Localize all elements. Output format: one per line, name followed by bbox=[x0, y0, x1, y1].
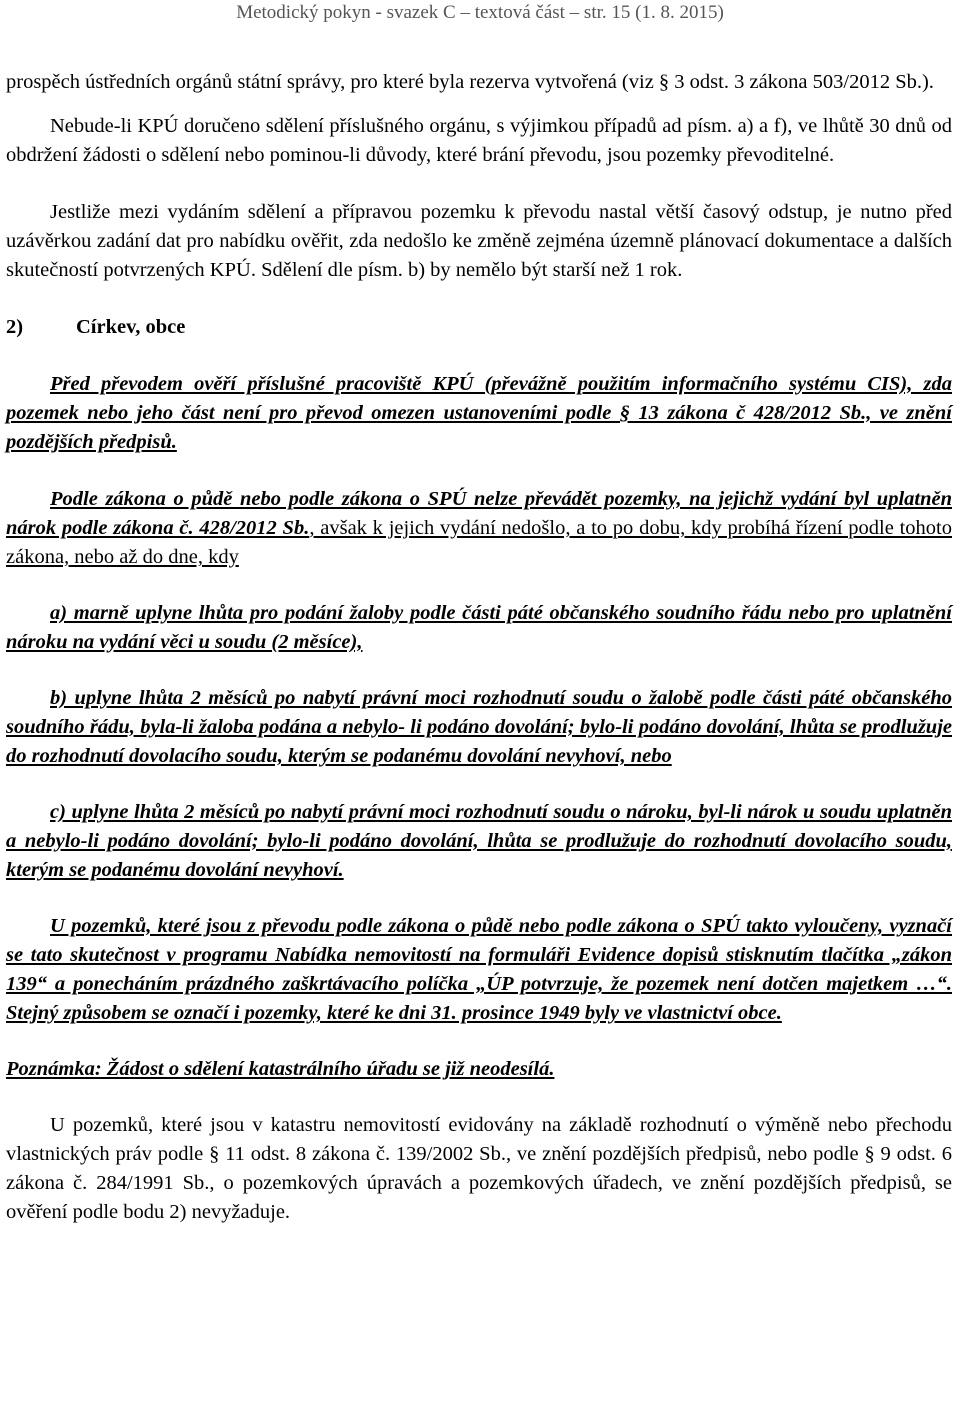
list-item-c: c) uplyne lhůta 2 měsíců po nabytí právní moci rozhodnutí soudu o nároku, byl-li nárok u soudu uplatněn a nebylo-li podáno dovolání; bylo-li podáno dovolání, lhůta se prodlužuje do rozhodnutí dovolacího soudu, kterým se podanému dovolání nevyhoví. bbox=[6, 801, 952, 881]
restriction-rest: , avšak k jejich vydání nedošlo, a to po dobu, kdy probíhá řízení podle tohoto zákona, nebo až do dne, kdy bbox=[6, 517, 953, 568]
paragraph-verification: Před převodem ověří příslušné pracoviště KPÚ (převážně použitím informačního systému CIS), zda pozemek nebo jeho část není pro převod omezen ustanoveními podle § 13 zákona č 428/2012 Sb., ve znění pozdějších předpisů. bbox=[6, 373, 952, 453]
paragraph-continuation: prospěch ústředních orgánů státní správy, pro které byla rezerva vytvořená (viz § 3 odst. 3 zákona 503/2012 Sb.). bbox=[6, 71, 934, 93]
restriction-emphasis: Podle zákona o půdě nebo podle zákona o SPÚ nelze převádět pozemky, na jejichž vydání byl uplatněn nárok podle zákona č. 428/2012 Sb. bbox=[6, 488, 952, 539]
note: Poznámka: Žádost o sdělení katastrálního úřadu se již neodesílá. bbox=[6, 1058, 555, 1080]
paragraph-restriction bbox=[6, 485, 952, 572]
paragraph-no-response: Nebude-li KPÚ doručeno sdělení příslušného orgánu, s výjimkou případů ad písm. a) a f), ve lhůtě 30 dnů od obdržení žádosti o sdělení nebo pominou-li důvody, které brání převodu, jsou pozemky převoditelné. bbox=[6, 115, 952, 166]
list-item-a: a) marně uplyne lhůta pro podání žaloby podle části páté občanského soudního řádu nebo pro uplatnění nároku na vydání věci u soudu (2 měsíce), bbox=[6, 602, 952, 653]
paragraph-marking: U pozemků, které jsou z převodu podle zákona o půdě nebo podle zákona o SPÚ takto vyloučeny, vyznačí se tato skutečnost v programu Nabídka nemovitostí na formuláři Evidence dopisů stisknutím tlačítka „zákon 139“ a ponecháním prázdného zaškrtávacího políčka „ÚP potvrzuje, že pozemek není dotčen majetkem …“. Stejný způsobem se označí i pozemky, které ke dni 31. prosince 1949 byly ve vlastnictví obce. bbox=[6, 915, 952, 1024]
section-title: Církev, obce bbox=[76, 316, 186, 338]
section-heading bbox=[6, 313, 952, 342]
paragraph-time-gap: Jestliže mezi vydáním sdělení a přípravou pozemku k převodu nastal větší časový odstup, je nutno před uzávěrkou zadání dat pro nabídku ověřit, zda nedošlo ke změně zejména územně plánovací dokumentace a dalších skutečností potvrzených KPÚ. Sdělení dle písm. b) by nemělo být starší než 1 rok. bbox=[6, 201, 952, 281]
page-header: Metodický pokyn - svazek C – textová část – str. 15 (1. 8. 2015) bbox=[236, 2, 724, 23]
document-body bbox=[6, 68, 952, 1227]
section-number: 2) bbox=[6, 316, 24, 338]
paragraph-exception: U pozemků, které jsou v katastru nemovitostí evidovány na základě rozhodnutí o výměně nebo přechodu vlastnických práv podle § 11 odst. 8 zákona č. 139/2002 Sb., ve znění pozdějších předpisů, nebo podle § 9 odst. 6 zákona č. 284/1991 Sb., o pozemkových úpravách a pozemkových úřadech, ve znění pozdějších předpisů, se ověření podle bodu 2) nevyžaduje. bbox=[6, 1114, 952, 1223]
list-item-b: b) uplyne lhůta 2 měsíců po nabytí právní moci rozhodnutí soudu o žalobě podle části páté občanského soudního řádu, byla-li žaloba podána a nebylo- li podáno dovolání; bylo-li podáno dovolání, lhůta se prodlužuje do rozhodnutí dovolacího soudu, kterým se podanému dovolání nevyhoví, nebo bbox=[6, 687, 952, 767]
